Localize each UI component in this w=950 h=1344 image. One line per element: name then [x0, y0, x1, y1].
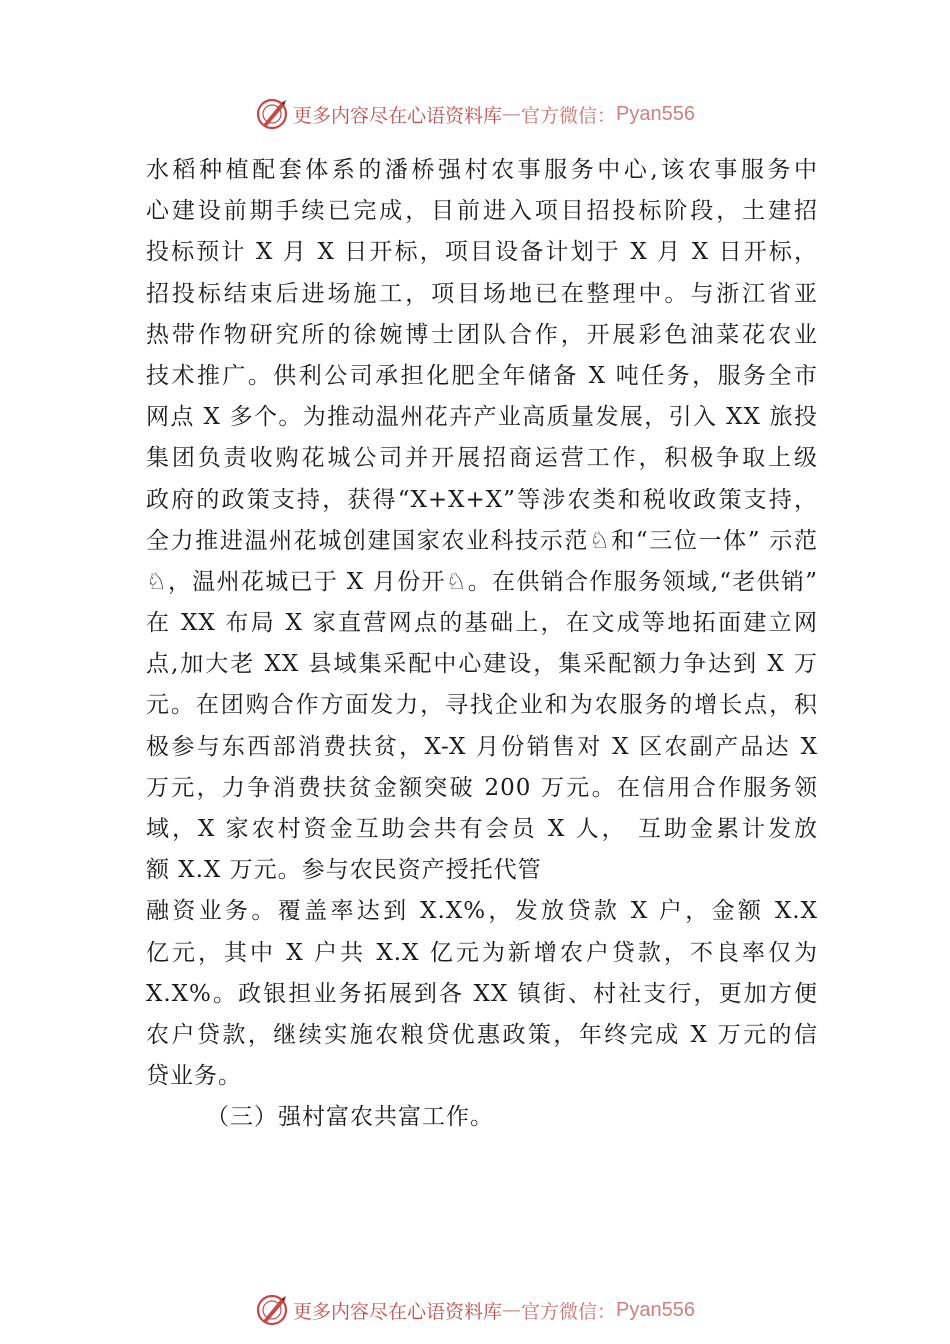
line-segment: 和“三位一体” 示范 [610, 527, 818, 554]
paragraph-line: 贷业务。 [146, 1063, 242, 1090]
line-segment: 。在供销合作服务领域,“老供销” [467, 568, 818, 595]
wechat-id: Pyan556 [616, 1298, 695, 1321]
document-body [146, 150, 818, 1139]
section-heading: （三）强村富农共富工作。 [206, 1104, 494, 1131]
paragraph-line: 元。在团购合作方面发力，寻找企业和为农服务的增长点，积 [146, 692, 818, 719]
wechat-id: Pyan556 [616, 102, 695, 125]
paragraph-line: 额 X.X 万元。参与农民资产授托代管 [146, 857, 542, 884]
paragraph-line: 集团负责收购花城公司并开展招商运营工作，积极争取上级 [146, 445, 818, 472]
paragraph-line: 技术推广。供利公司承担化肥全年储备 X 吨任务，服务全市 [146, 362, 818, 389]
garbled-glyph: ♘ [445, 568, 468, 595]
paragraph-line: 招投标结束后进场施工，项目场地已在整理中。与浙江省亚 [146, 280, 818, 307]
paragraph-line: 融资业务。覆盖率达到 X.X%，发放贷款 X 户，金额 X.X [146, 898, 818, 925]
paragraph-line: 农户贷款，继续实施农粮贷优惠政策，年终完成 X 万元的信 [146, 1021, 818, 1048]
paragraph-line: 政府的政策支持，获得“X+X+X”等涉农类和税收政策支持， [146, 486, 818, 513]
paragraph-line: 投标预计 X 月 X 日开标，项目设备计划于 X 月 X 日开标， [146, 239, 818, 266]
paragraph-line: 亿元，其中 X 户共 X.X 亿元为新增农户贷款，不良率仅为 [146, 939, 818, 966]
paragraph-line: 网点 X 多个。为推动温州花卉产业高质量发展，引入 XX 旅投 [146, 404, 818, 431]
paragraph-line: X.X%。政银担业务拓展到各 XX 镇街、村社支行，更加方便 [146, 980, 818, 1007]
banner-text: 更多内容尽在心语资料库 [293, 1300, 503, 1323]
banner-separator: — [502, 1299, 522, 1321]
paragraph-line: 心建设前期手续已完成，目前进入项目招投标阶段，土建招 [146, 198, 818, 225]
line-segment: ，温州花城已于 X 月份开 [167, 568, 446, 595]
banner-text: 更多内容尽在心语资料库 [293, 104, 503, 127]
paragraph-line [146, 521, 818, 562]
quill-seal-logo-icon [255, 1293, 289, 1327]
paragraph-line: 水稻种植配套体系的潘桥强村农事服务中心,该农事服务中 [146, 157, 818, 183]
line-segment: 全力推进温州花城创建国家农业科技示范 [146, 527, 590, 554]
paragraph-line: 在 XX 布局 X 家直营网点的基础上，在文成等地拓面建立网 [146, 610, 818, 637]
paragraph-line: 热带作物研究所的徐婉博士团队合作，开展彩色油菜花农业 [146, 321, 818, 348]
quill-seal-logo-icon [255, 97, 289, 131]
garbled-glyph: ♘ [146, 568, 168, 595]
garbled-glyph: ♘ [589, 527, 611, 554]
paragraph-line [146, 562, 818, 603]
paragraph-line: 域，X 家农村资金互助会共有会员 X 人， 互助金累计发放 [146, 816, 818, 842]
wechat-label: 官方微信： [521, 104, 617, 127]
banner-separator: — [502, 103, 522, 125]
paragraph-line: 万元，力争消费扶贫金额突破 200 万元。在信用合作服务领 [146, 774, 818, 801]
header-banner [0, 94, 950, 134]
wechat-label: 官方微信： [521, 1300, 617, 1323]
footer-banner [0, 1290, 950, 1330]
paragraph-line: 点,加大老 XX 县域集采配中心建设，集采配额力争达到 X 万 [146, 651, 818, 678]
paragraph-line: 极参与东西部消费扶贫，X-X 月份销售对 X 区农副产品达 X [146, 733, 818, 760]
